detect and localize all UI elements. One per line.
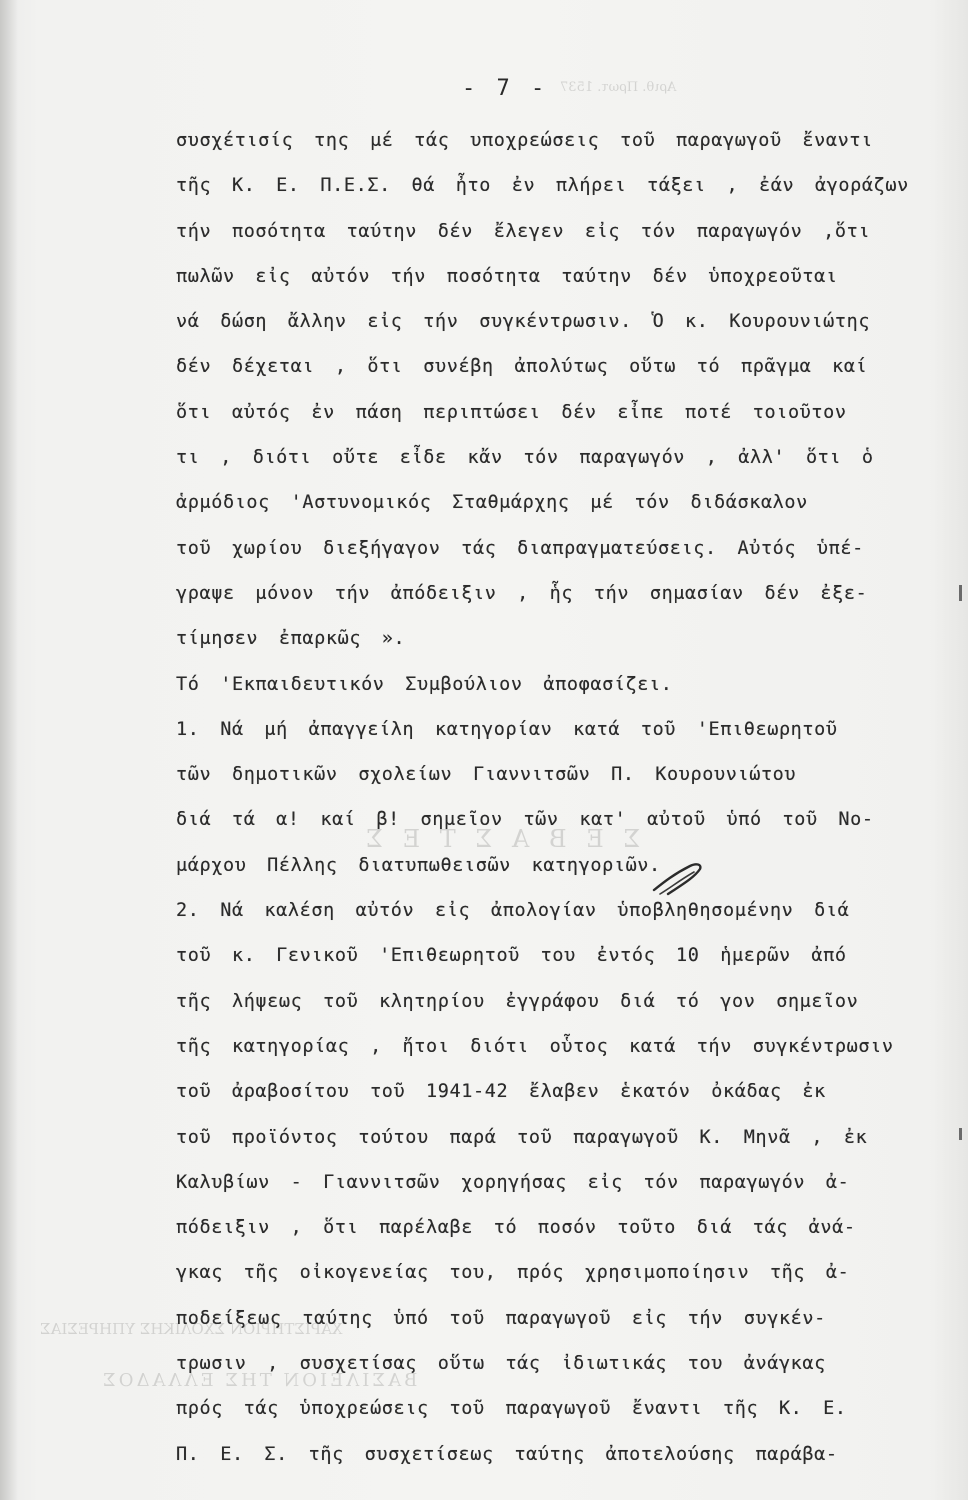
text-line: 2. Νά καλέση αὐτόν εἰς ἀπολογίαν ὑποβληθησομένην διά	[176, 900, 850, 922]
text-line: τοῦ κ. Γενικοῦ 'Επιθεωρητοῦ του ἐντός 10 ἡμερῶν ἀπό	[176, 945, 847, 967]
margin-mark	[959, 585, 962, 601]
text-line: Καλυβίων - Γιαννιτσῶν χορηγήσας εἰς τόν παραγωγόν ἀ-	[176, 1171, 850, 1193]
text-line: μάρχου Πέλλης διατυπωθεισῶν κατηγοριῶν.	[176, 854, 661, 876]
text-line: τοῦ προϊόντος τούτου παρά τοῦ παραγωγοῦ Κ. Μηνᾶ , ἐκ	[176, 1126, 868, 1148]
text-line: γκας τῆς οἰκογενείας του, πρός χρησιμοποίησιν τῆς ἀ-	[176, 1262, 850, 1284]
text-line: διά τά α! καί β! σημεῖον τῶν κατ' αὐτοῦ ὑπό τοῦ Νο-	[176, 809, 874, 831]
text-line: τι , διότι οὔτε εἶδε κἄν τόν παραγωγόν , ἀλλ' ὅτι ὁ	[176, 447, 874, 469]
text-line: τοῦ χωρίου διεξήγαγον τάς διαπραγματεύσεις. Αὐτός ὑπέ-	[176, 537, 864, 559]
show-through-text: ΧΑΡΙΣΤΗΡΙΟΝ ΣΧΟΛΙΚΗΣ ΥΠΗΡΕΣΙΑΣ	[40, 1320, 343, 1338]
margin-mark	[959, 1128, 962, 1140]
ink-checkmark-icon	[650, 860, 710, 900]
text-line: ἁρμόδιος 'Αστυνομικός Σταθμάρχης μέ τόν διδάσκαλον	[176, 492, 808, 514]
text-line: γραψε μόνον τήν ἀπόδειξιν , ἧς τήν σημασίαν δέν ἐξε-	[176, 582, 868, 604]
text-line: νά δώση ἄλλην εἰς τήν συγκέντρωσιν. Ὁ κ. Κουρουνιώτης	[176, 311, 871, 333]
text-line: δέν δέχεται , ὅτι συνέβη ἀπολύτως οὕτω τό πρᾶγμα καί	[176, 356, 868, 378]
text-line: ποδείξεως ταύτης ὑπό τοῦ παραγωγοῦ εἰς τήν συγκέν-	[176, 1307, 826, 1329]
text-line: τῆς Κ. Ε. Π.Ε.Σ. θά ἦτο ἐν πλήρει τάξει , ἐάν ἀγοράζων	[176, 175, 909, 197]
text-line: τρωσιν , συσχετίσας οὕτω τάς ἰδιωτικάς του ἀνάγκας	[176, 1353, 826, 1375]
text-line: ὅτι αὐτός ἐν πάση περιπτώσει δέν εἶπε ποτέ τοιοῦτον	[176, 401, 847, 423]
text-line: Π. Ε. Σ. τῆς συσχετίσεως ταύτης ἀποτελούσης παράβα-	[176, 1443, 838, 1465]
text-line: 1. Νά μή ἀπαγγείλη κατηγορίαν κατά τοῦ 'Επιθεωρητοῦ	[176, 718, 838, 740]
text-line: τίμησεν ἐπαρκῶς ».	[176, 628, 406, 650]
body-text	[176, 118, 936, 1477]
text-line: τοῦ ἀραβοσίτου τοῦ 1941-42 ἔλαβεν ἑκατόν ὀκάδας ἐκ	[176, 1081, 826, 1103]
show-through-text: Σ Ε Β Α Σ Τ Ε Σ	[360, 825, 641, 853]
text-line: συσχέτισίς της μέ τάς υποχρεώσεις τοῦ παραγωγοῦ ἔναντι	[176, 130, 873, 151]
text-line: τήν ποσότητα ταύτην δέν ἔλεγεν εἰς τόν παραγωγόν ,ὅτι	[176, 220, 871, 242]
text-line: πωλῶν εἰς αὐτόν τήν ποσότητα ταύτην δέν ὑποχρεοῦται	[176, 265, 838, 287]
binding-shadow	[0, 0, 18, 1500]
text-line: πόδειξιν , ὅτι παρέλαβε τό ποσόν τοῦτο διά τάς ἀνά-	[176, 1217, 856, 1239]
text-line: πρός τάς ὑποχρεώσεις τοῦ παραγωγοῦ ἔναντι τῆς Κ. Ε.	[176, 1398, 847, 1420]
text-line: τῆς κατηγορίας , ἤτοι διότι οὗτος κατά τήν συγκέντρωσιν	[176, 1035, 894, 1057]
show-through-text: ΒΑΣΙΛΕΙΟΝ ΤΗΣ ΕΛΛΑΔΟΣ	[100, 1370, 418, 1391]
text-line: τῆς λήψεως τοῦ κλητηρίου ἐγγράφου διά τό γον σημεῖον	[176, 990, 859, 1012]
text-line: Τό 'Εκπαιδευτικόν Συμβούλιον ἀποφασίζει.	[176, 673, 673, 695]
text-line: τῶν δημοτικῶν σχολείων Γιαννιτσῶν Π. Κουρουνιώτου	[176, 764, 797, 786]
page-number: - 7 -	[462, 76, 549, 101]
show-through-text: Αριθ. Πρωτ. 1537	[560, 80, 677, 95]
